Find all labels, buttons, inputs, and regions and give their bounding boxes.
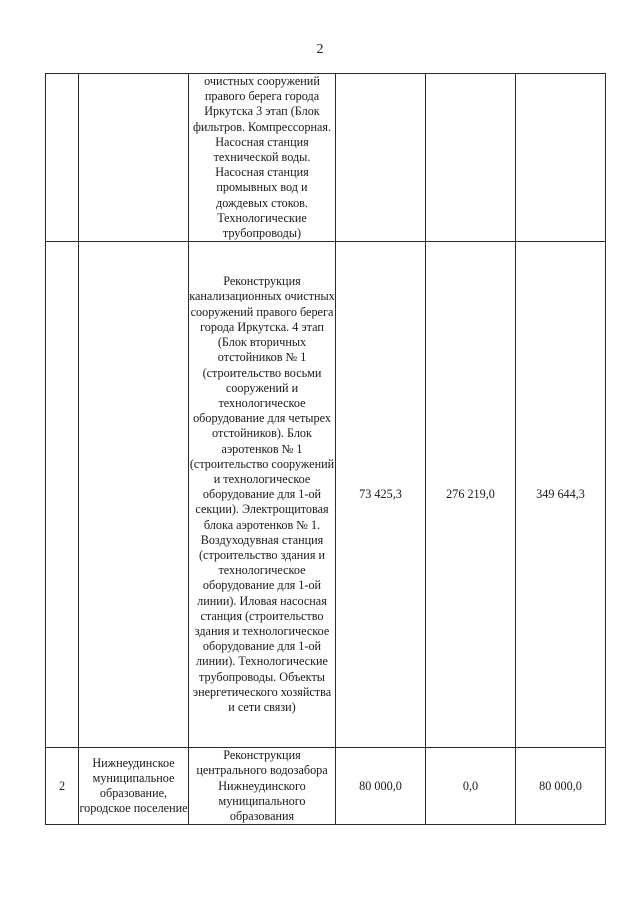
value-3-cell	[516, 74, 606, 242]
row-number-cell	[46, 74, 79, 242]
table-row	[46, 242, 606, 748]
value-1-cell	[336, 74, 426, 242]
object-description-cell: Реконструкция канализационных очистных сооружений правого берега города Иркутска. 4 этап (Блок вторичных отстойников № 1 (строительство восьми сооружений и технологическое оборудование для четырех отстойников). Блок аэротенков № 1 (строительство сооружений и технологическое оборудование для 1-ой секции). Электрощитовая блока аэротенков № 1. Воздуходувная станция (строительство здания и технологическое оборудование для 1-ой линии). Иловая насосная станция (строительство здания и технологическое оборудование для 1-ой линии). Технологические трубопроводы. Объекты энергетического хозяйства и сети связи)	[189, 242, 336, 748]
row-number-cell: 2	[46, 748, 79, 825]
value-3-cell: 80 000,0	[516, 748, 606, 825]
page-number: 2	[316, 42, 324, 57]
value-1-cell: 80 000,0	[336, 748, 426, 825]
municipality-cell	[79, 74, 189, 242]
table-row	[46, 74, 606, 242]
object-description-cell: очистных сооружений правого берега города Иркутска 3 этап (Блок фильтров. Компрессорная. Насосная станция технической воды. Насосная станция промывных вод и дождевых стоков. Технологические трубопроводы)	[189, 74, 336, 242]
financing-table	[45, 73, 606, 825]
value-3-cell: 349 644,3	[516, 242, 606, 748]
municipality-cell: Нижнеудинское муниципальное образование, городское поселение	[79, 748, 189, 825]
table-row	[46, 748, 606, 825]
value-2-cell: 0,0	[426, 748, 516, 825]
object-description-cell: Реконструкция центрального водозабора Нижнеудинского муниципального образования	[189, 748, 336, 825]
value-1-cell: 73 425,3	[336, 242, 426, 748]
value-2-cell: 276 219,0	[426, 242, 516, 748]
value-2-cell	[426, 74, 516, 242]
row-number-cell	[46, 242, 79, 748]
municipality-cell	[79, 242, 189, 748]
